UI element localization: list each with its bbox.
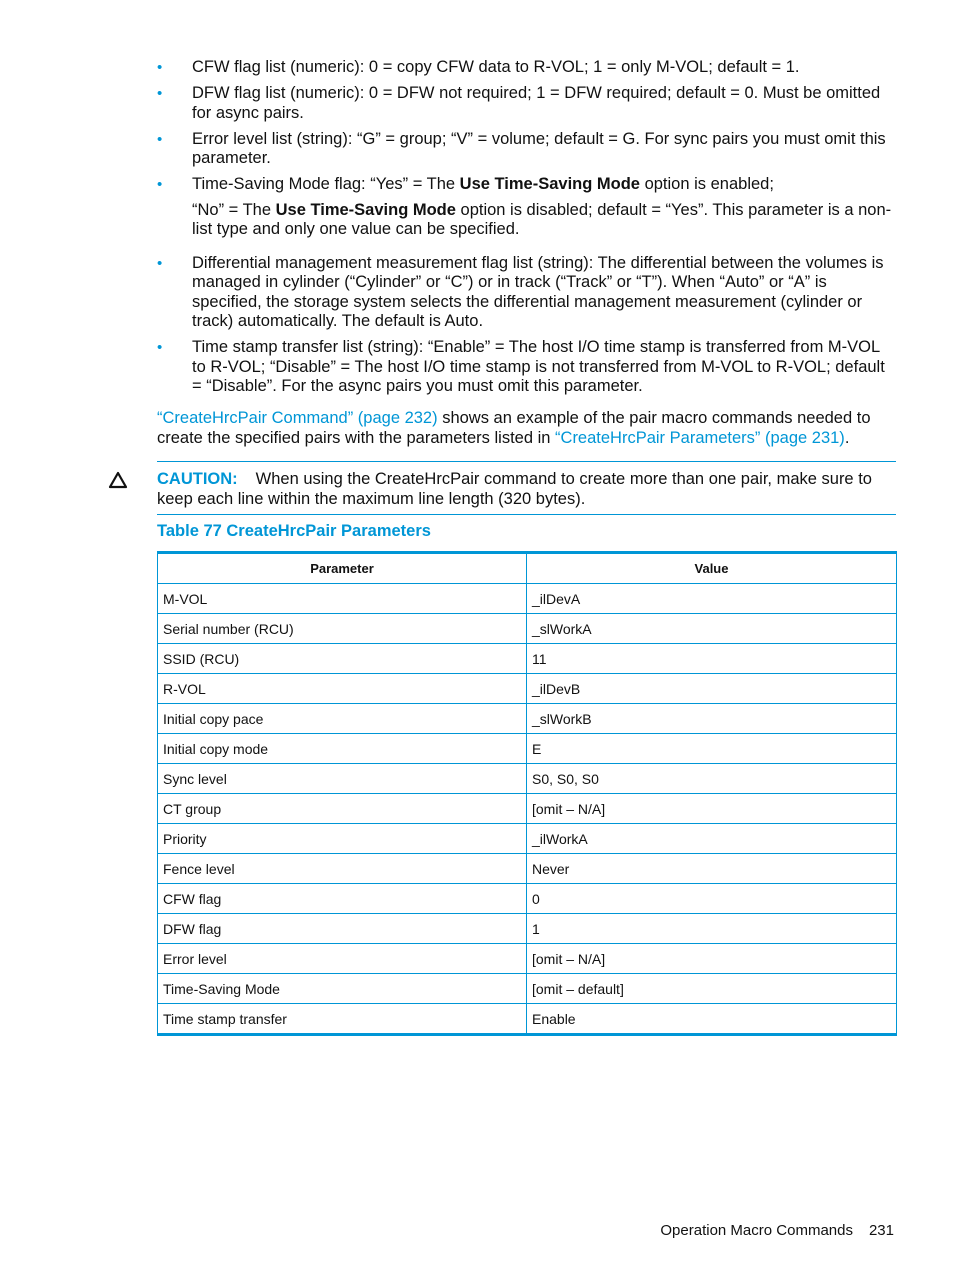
bullet-item-time-stamp — [157, 338, 897, 397]
bullet-item-dfw — [157, 84, 897, 123]
column-header-value: Value — [527, 553, 897, 584]
bullet-line2 — [192, 201, 897, 240]
value-cell: _ilDevA — [527, 584, 897, 614]
page-number: 231 — [868, 1222, 894, 1239]
table-row — [158, 1004, 897, 1035]
parameter-cell: Fence level — [158, 854, 527, 884]
value-cell: _ilWorkA — [527, 824, 897, 854]
bullet-dot-icon: • — [157, 339, 163, 356]
table-row — [158, 614, 897, 644]
bullet-dot-icon: • — [157, 176, 163, 193]
table-row — [158, 824, 897, 854]
caution-label: CAUTION: — [157, 470, 238, 488]
bullet-item-differential — [157, 254, 897, 332]
value-cell: 1 — [527, 914, 897, 944]
bullet-item-error-level — [157, 130, 897, 169]
value-cell: 0 — [527, 884, 897, 914]
table-row — [158, 704, 897, 734]
bullet-item-time-saving — [157, 175, 897, 240]
value-cell: _slWorkB — [527, 704, 897, 734]
bullet-line1 — [192, 175, 774, 193]
bullet-dot-icon: • — [157, 254, 163, 272]
parameter-bullet-list — [157, 58, 897, 403]
value-cell: S0, S0, S0 — [527, 764, 897, 794]
parameter-cell: CFW flag — [158, 884, 527, 914]
parameter-cell: Error level — [158, 944, 527, 974]
caution-top-rule — [157, 461, 896, 462]
table-title: Table 77 CreateHrcPair Parameters — [157, 522, 431, 540]
parameter-cell: Sync level — [158, 764, 527, 794]
value-cell: [omit – default] — [527, 974, 897, 1004]
table-header-row — [158, 553, 897, 584]
parameter-cell: CT group — [158, 794, 527, 824]
parameter-cell: Time-Saving Mode — [158, 974, 527, 1004]
value-cell: E — [527, 734, 897, 764]
table-row — [158, 914, 897, 944]
value-cell: [omit – N/A] — [527, 944, 897, 974]
option-name: Use Time-Saving Mode — [275, 200, 456, 219]
bullet-text: option is disabled; default = “Yes”. This parameter is a non-list type and only one value can be specified. — [192, 200, 892, 238]
parameter-cell: SSID (RCU) — [158, 644, 527, 674]
bullet-dot-icon: • — [157, 59, 163, 76]
table-row — [158, 584, 897, 614]
table-row — [158, 974, 897, 1004]
bullet-text: Time-Saving Mode flag: “Yes” = The — [192, 175, 460, 193]
table-row — [158, 794, 897, 824]
parameter-cell: Initial copy mode — [158, 734, 527, 764]
parameter-cell: R-VOL — [158, 674, 527, 704]
bullet-text: CFW flag list (numeric): 0 = copy CFW data to R-VOL; 1 = only M-VOL; default = 1. — [192, 58, 800, 76]
value-cell: [omit – N/A] — [527, 794, 897, 824]
warning-triangle-icon — [108, 470, 128, 490]
page-footer — [660, 1222, 894, 1239]
parameter-cell: DFW flag — [158, 914, 527, 944]
bullet-item-cfw — [157, 58, 897, 78]
bullet-text: “No” = The — [192, 200, 276, 219]
table-row — [158, 764, 897, 794]
parameter-cell: Priority — [158, 824, 527, 854]
caution-note — [157, 469, 897, 509]
value-cell: _ilDevB — [527, 674, 897, 704]
footer-section-title: Operation Macro Commands — [660, 1222, 853, 1239]
column-header-parameter: Parameter — [158, 553, 527, 584]
bullet-dot-icon: • — [157, 85, 163, 102]
paragraph-text: shows an example of the pair macro commands needed to create the specified pairs with the parameters listed in — [157, 409, 871, 447]
table-row — [158, 644, 897, 674]
caution-text: When using the CreateHrcPair command to create more than one pair, make sure to keep each line within the maximum line length (320 bytes). — [157, 470, 872, 508]
parameters-table — [157, 551, 897, 1036]
bullet-text: Differential management measurement flag list (string): The differential between the volumes is managed in cylinder (“Cylinder” or “C”) or in track (“Track” or “T”). When “Auto” or “A” is specified, the storage system selects the differential management measurement (cylinder or track) automatically. The default is Auto. — [192, 253, 884, 330]
option-name: Use Time-Saving Mode — [459, 175, 640, 193]
command-link[interactable]: “CreateHrcPair Command” (page 232) — [157, 409, 438, 427]
bullet-text: DFW flag list (numeric): 0 = DFW not required; 1 = DFW required; default = 0. Must be omitted for async pairs. — [192, 84, 881, 122]
paragraph-end: . — [844, 428, 850, 447]
table-row — [158, 674, 897, 704]
table-row — [158, 854, 897, 884]
parameter-cell: Time stamp transfer — [158, 1004, 527, 1035]
parameters-link[interactable]: “CreateHrcPair Parameters” (page 231) — [555, 428, 845, 447]
parameter-cell: M-VOL — [158, 584, 527, 614]
value-cell: _slWorkA — [527, 614, 897, 644]
bullet-text: Error level list (string): “G” = group; “V” = volume; default = G. For sync pairs you must omit this parameter. — [192, 129, 886, 167]
bullet-text: option is enabled; — [639, 175, 774, 193]
table-row — [158, 734, 897, 764]
value-cell: Never — [527, 854, 897, 884]
bullet-dot-icon: • — [157, 130, 163, 148]
parameter-cell: Initial copy pace — [158, 704, 527, 734]
caution-bottom-rule — [157, 514, 896, 515]
table-row — [158, 944, 897, 974]
parameter-cell: Serial number (RCU) — [158, 614, 527, 644]
bullet-text: Time stamp transfer list (string): “Enable” = The host I/O time stamp is transferred from M-VOL to R-VOL; “Disable” = The host I/O time stamp is not transferred from M-VOL to R-VOL; default = “Disable”. For the async pairs you must omit this parameter. — [192, 338, 885, 395]
value-cell: 11 — [527, 644, 897, 674]
value-cell: Enable — [527, 1004, 897, 1035]
cross-reference-paragraph — [157, 409, 899, 448]
table-row — [158, 884, 897, 914]
